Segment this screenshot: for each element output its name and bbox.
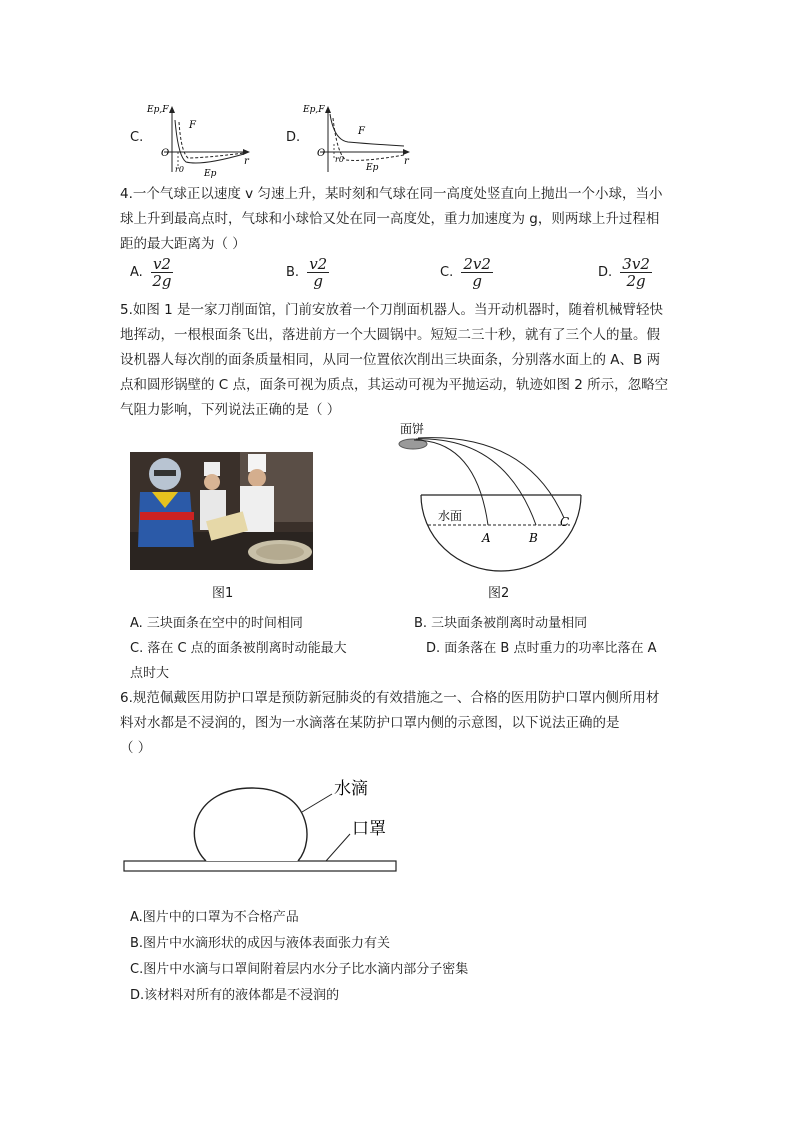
svg-text:F: F [189, 120, 196, 131]
q3-option-c-label: C. [130, 130, 144, 145]
q6-line-3: （ ） [120, 740, 152, 756]
q4-line-3: 距的最大距离为（ ） [120, 236, 246, 252]
q6-option-d[interactable]: D.该材料对所有的液体都是不浸润的 [130, 988, 340, 1003]
q5-line-4: 点和圆形锅壁的 C 点，面条可视为质点，其运动可视为平抛运动，轨迹如图 2 所示，忽略空 [120, 377, 669, 393]
svg-text:O: O [317, 148, 326, 159]
svg-text:r: r [404, 156, 409, 167]
q5-option-b[interactable]: B. 三块面条被削离时动量相同 [414, 616, 588, 631]
noodle-robot-photo [130, 452, 313, 570]
svg-text:B: B [529, 531, 538, 545]
svg-text:r0: r0 [175, 165, 184, 174]
q6-line-2: 料对水都是不浸润的，图为一水滴落在某防护口罩内侧的示意图，以下说法正确的是 [120, 715, 620, 731]
label-mask: 口罩 [352, 819, 386, 839]
svg-text:r0: r0 [335, 155, 344, 164]
q4-line-2: 球上升到最高点时，气球和小球恰又处在同一高度处，重力加速度为 g，则两球上升过程相 [120, 211, 660, 227]
fig2-diagram [396, 418, 586, 578]
q4-option-c[interactable]: C. $\frac{2v2}{g}$ [440, 255, 491, 290]
q5-option-a[interactable]: A. 三块面条在空中的时间相同 [130, 616, 303, 631]
svg-text:O: O [161, 148, 170, 159]
q3-graph-c [144, 100, 254, 180]
svg-text:r: r [244, 156, 249, 167]
q4-option-a[interactable]: A. $\frac{v2}{2g}$ [130, 255, 172, 290]
q5-option-c[interactable]: C. 落在 C 点的面条被削离时动能最大 [130, 641, 347, 656]
q6-line-1: 6.规范佩戴医用防护口罩是预防新冠肺炎的有效措施之一、合格的医用防护口罩内侧所用材 [120, 690, 660, 706]
fig2-water-label: 水面 [438, 509, 463, 523]
q5-line-2: 地挥动，一根根面条飞出，落进前方一个大圆锅中。短短二三十秒，就有了三个人的量。假 [120, 327, 660, 343]
graph-d-y-label: Ep,F [303, 105, 325, 115]
fig2-caption: 图2 [488, 586, 510, 601]
q3-graph-d [300, 100, 415, 180]
q6-option-b[interactable]: B.图片中水滴形状的成因与液体表面张力有关 [130, 936, 391, 951]
svg-text:Ep: Ep [204, 169, 217, 179]
q5-line-3: 设机器人每次削的面条质量相同，从同一位置依次削出三块面条，分别落水面上的 A、B 两 [120, 352, 661, 368]
water-drop-diagram [120, 768, 410, 880]
svg-text:F: F [358, 126, 365, 137]
fig1-caption: 图1 [212, 586, 234, 601]
q5-option-d[interactable]: D. 面条落在 B 点时重力的功率比落在 A [426, 641, 657, 656]
q4-option-d[interactable]: D. $\frac{3v2}{2g}$ [598, 255, 650, 290]
q4-line-1: 4.一个气球正以速度 v 匀速上升，某时刻和气球在同一高度处竖直向上抛出一个小球，当小 [120, 186, 663, 202]
q5-line-1: 5.如图 1 是一家刀削面馆，门前安放着一个刀削面机器人。当开动机器时，随着机械臂轻快 [120, 302, 664, 318]
q5-option-d-cont: 点时大 [130, 666, 170, 681]
q3-option-d-label: D. [286, 130, 301, 145]
svg-text:Ep: Ep [366, 163, 379, 173]
svg-text:C: C [560, 515, 570, 529]
q6-option-c[interactable]: C.图片中水滴与口罩间附着层内水分子比水滴内部分子密集 [130, 962, 469, 977]
graph-c-y-label: Ep,F [147, 105, 169, 115]
q4-option-b[interactable]: B. $\frac{v2}{g}$ [286, 255, 328, 290]
q6-option-a[interactable]: A.图片中的口罩为不合格产品 [130, 910, 299, 925]
q5-line-5: 气阻力影响，下列说法正确的是（ ） [120, 402, 341, 418]
fig2-dough-label: 面饼 [400, 422, 425, 436]
label-water-drop: 水滴 [334, 779, 368, 799]
svg-text:A: A [482, 531, 491, 545]
